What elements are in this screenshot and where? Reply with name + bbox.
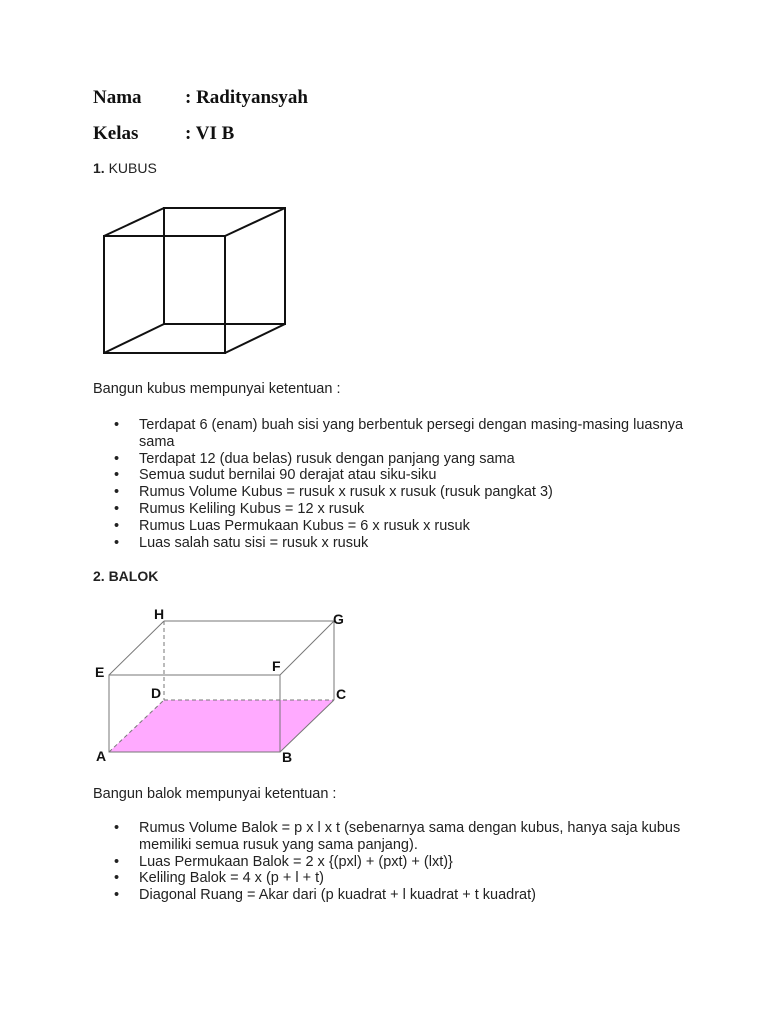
list-item: • Terdapat 6 (enam) buah sisi yang berbentuk persegi dengan masing-masing luasnya sama: [93, 417, 693, 451]
cuboid-figure: [95, 606, 346, 765]
vertex-label-f: F: [272, 658, 281, 674]
balok-intro: Bangun balok mempunyai ketentuan :: [93, 786, 337, 802]
list-item: • Rumus Volume Kubus = rusuk x rusuk x rusuk (rusuk pangkat 3): [93, 484, 693, 501]
nama-label: Nama: [93, 87, 142, 108]
cube-edge: [225, 324, 285, 353]
section-kubus-number: 1.: [93, 160, 105, 176]
list-item: • Rumus Keliling Kubus = 12 x rusuk: [93, 501, 693, 518]
list-item: • Terdapat 12 (dua belas) rusuk dengan panjang yang sama: [93, 451, 693, 468]
cuboid-edge-fg: [280, 621, 334, 675]
cuboid-base-face: [109, 700, 334, 752]
list-item: • Luas salah satu sisi = rusuk x rusuk: [93, 535, 693, 552]
kubus-properties-list: [93, 417, 693, 551]
kelas-value: : VI B: [185, 123, 235, 144]
list-item: • Diagonal Ruang = Akar dari (p kuadrat + l kuadrat + t kuadrat): [93, 887, 693, 904]
nama-value: : Radityansyah: [185, 87, 308, 108]
cube-edge: [104, 208, 164, 236]
section-kubus-title: KUBUS: [108, 160, 157, 176]
vertex-label-c: C: [336, 686, 347, 702]
section-balok-heading: 2. BALOK: [93, 568, 159, 584]
list-item: • Keliling Balok = 4 x (p + l + t): [93, 870, 693, 887]
vertex-label-h: H: [154, 606, 165, 622]
list-item: • Luas Permukaan Balok = 2 x {(pxl) + (pxt) + (lxt)}: [93, 854, 693, 871]
cube-edge: [225, 208, 285, 236]
vertex-label-g: G: [333, 611, 344, 627]
balok-properties-list: [93, 820, 693, 904]
cuboid-edge-eh: [109, 621, 164, 675]
vertex-label-a: A: [96, 748, 107, 764]
vertex-label-d: D: [151, 685, 162, 701]
kelas-label: Kelas: [93, 123, 139, 144]
list-item: • Rumus Volume Balok = p x l x t (sebenarnya sama dengan kubus, hanya saja kubus memiliki semua rusuk yang sama panjang).: [93, 820, 693, 854]
kubus-intro: Bangun kubus mempunyai ketentuan :: [93, 381, 341, 397]
cube-edge: [104, 324, 164, 353]
vertex-label-b: B: [282, 749, 293, 765]
cube-figure: [104, 208, 285, 353]
list-item: • Semua sudut bernilai 90 derajat atau siku-siku: [93, 467, 693, 484]
list-item: • Rumus Luas Permukaan Kubus = 6 x rusuk x rusuk: [93, 518, 693, 535]
vertex-label-e: E: [95, 664, 105, 680]
